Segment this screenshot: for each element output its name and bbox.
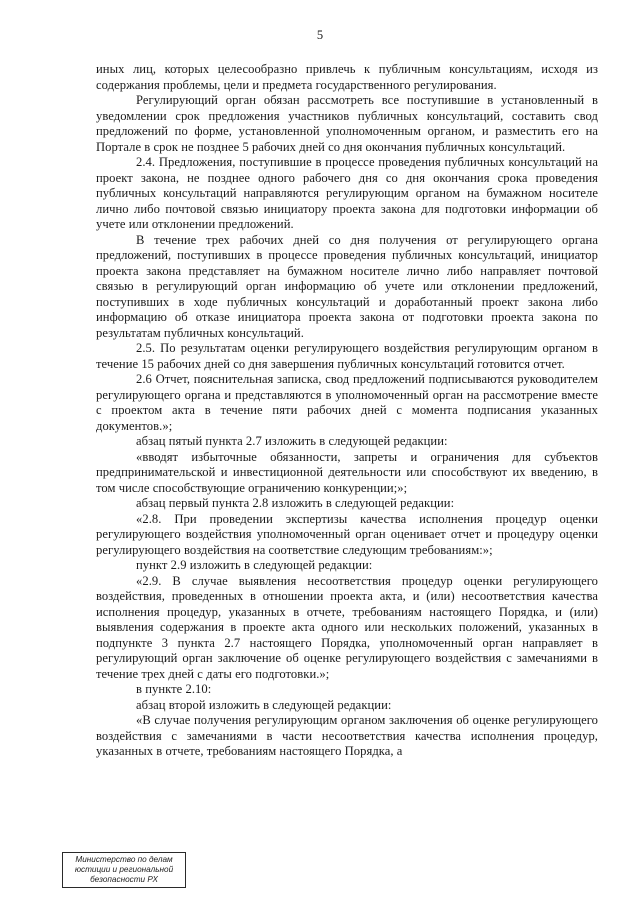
stamp-line: юстиции и региональной [74,865,174,874]
paragraph: 2.4. Предложения, поступившие в процессе проведения публичных консультаций на проект закона, не позднее одного рабочего дня со дня окончания срока проведения публичных консультаций направляются регулирующим органом на бумажном носителе лично либо почтовой связью инициатору проекта закона для подготовки информации об учете или отклонении предложений. [96,155,598,231]
stamp-line: Министерство по делам [75,855,173,864]
document-body [96,62,598,760]
paragraph: «В случае получения регулирующим органом заключения об оценке регулирующего воздействия с замечаниями в части несоответствия качества исполнения процедур, указанных в отчете, требованиям настоящего Порядка, а [96,713,598,758]
paragraph: абзац второй изложить в следующей редакции: [136,697,392,712]
stamp-line: безопасности РХ [90,875,158,884]
paragraph: 2.5. По результатам оценки регулирующего воздействия регулирующим органом в течение 15 рабочих дней со дня завершения публичных консультаций готовится отчет. [96,341,598,371]
paragraph: иных лиц, которых целесообразно привлечь к публичным консультациям, исходя из содержания проблемы, цели и предмета государственного регулирования. [96,62,598,92]
paragraph: «вводят избыточные обязанности, запреты и ограничения для субъектов предпринимательской и инвестиционной деятельности или способствуют их введению, в том числе способствующие ограничению конкуренции;»; [96,449,598,495]
paragraph: «2.8. При проведении экспертизы качества исполнения процедур оценки регулирующего воздействия уполномоченный орган оценивает отчет и процедуру оценки регулирующего воздействия на соответствие следующим требованиям:»; [96,511,598,557]
paragraph: абзац пятый пункта 2.7 изложить в следующей редакции: [136,434,448,448]
paragraph: в пункте 2.10: [136,682,212,696]
paragraph: «2.9. В случае выявления несоответствия процедур оценки регулирующего воздействия, проведенных в отношении проекта акта, и (или) несоответствия качества исполнения процедур, указанных в отчете, требованиям настоящего Порядка, и (или) выявления содержания в проекте акта одного или нескольких положений, указанных в подпункте 3 пункта 2.7 настоящего Порядка, уполномоченный орган направляет в регулирующий орган заключение об оценке регулирующего воздействия с замечаниями в течение трех дней с даты его подготовки.»; [96,573,598,681]
page-number: 5 [316,28,324,42]
paragraph: абзац первый пункта 2.8 изложить в следующей редакции: [136,496,455,510]
paragraph: Регулирующий орган обязан рассмотреть все поступившие в установленный в уведомлении срок предложения участников публичных консультаций, составить свод предложений по форме, установленной уполномоченным органом, и разместить его на Портале в срок не позднее 5 рабочих дней со дня окончания публичных консультаций. [96,93,598,154]
paragraph: 2.6 Отчет, пояснительная записка, свод предложений подписываются руководителем регулирующего органа и представляются в уполномоченный орган на рассмотрение вместе с проектом акта в течение пяти рабочих дней с момента подписания указанных документов.»; [96,372,598,433]
paragraph: В течение трех рабочих дней со дня получения от регулирующего органа предложений, поступивших в процессе проведения публичных консультаций, инициатор проекта закона представляет на бумажном носителе лично либо направляет почтовой связью в регулирующий орган информацию об учете или отклонении предложений, поступивших в ходе публичных консультаций и доработанный проект закона либо информацию об отказе инициатора проекта закона от подготовки проекта закона по результатам публичных консультаций. [96,232,598,340]
paragraph: пункт 2.9 изложить в следующей редакции: [136,558,373,572]
ministry-stamp [62,852,186,888]
